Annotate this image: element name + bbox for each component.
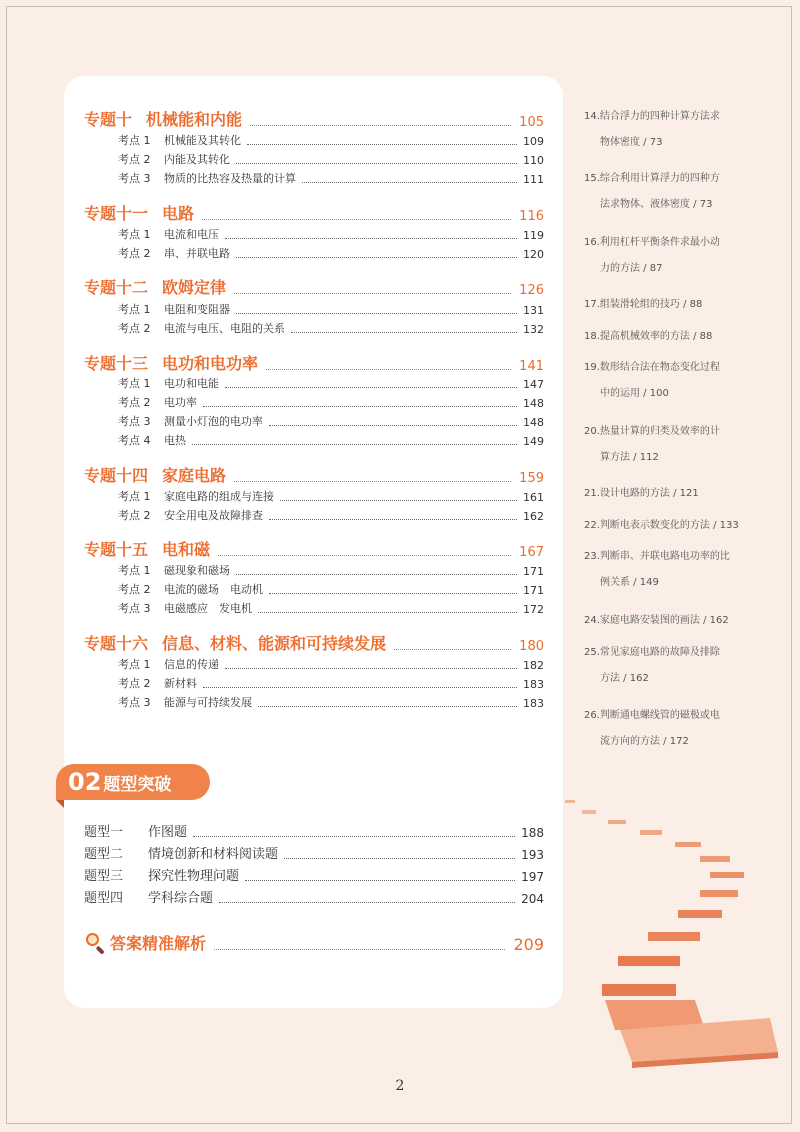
tip-item[interactable]: [584, 550, 744, 590]
point-page: 132: [523, 323, 544, 336]
topic-number: 专题十五: [84, 540, 149, 559]
tip-line: 25.常见家庭电路的故障及排除: [584, 647, 720, 658]
topic-number: 专题十三: [84, 354, 149, 373]
leader-dots: [266, 368, 511, 370]
question-type-label: 题型一: [84, 825, 124, 840]
topic-number: 专题十: [84, 110, 133, 129]
leader-dots: [302, 181, 517, 183]
point-page: 119: [523, 229, 544, 242]
point-label: 考点 2: [118, 247, 151, 260]
point-page: 148: [523, 416, 544, 429]
topic-page: 141: [519, 359, 544, 374]
toc-point[interactable]: [118, 507, 544, 523]
point-page: 183: [523, 678, 544, 691]
leader-dots: [234, 292, 511, 294]
tip-line: 19.数形结合法在物态变化过程: [584, 362, 720, 373]
magnifier-icon: [84, 932, 106, 954]
topic-name: 电功和电功率: [162, 354, 259, 373]
tip-line: 26.判断通电螺线管的磁极或电: [584, 710, 720, 721]
question-type-row[interactable]: [84, 822, 544, 840]
toc-point[interactable]: [118, 394, 544, 410]
topic-name: 机械能和内能: [146, 110, 243, 129]
topic-number: 专题十六: [84, 634, 149, 653]
topic-page: 126: [519, 283, 544, 298]
leader-dots: [394, 648, 511, 650]
leader-dots: [250, 124, 511, 126]
point-title: 电阻和变阻器: [164, 303, 230, 316]
toc-point[interactable]: [118, 581, 544, 597]
tip-item[interactable]: [584, 487, 744, 501]
topic-heading[interactable]: [84, 276, 544, 298]
point-label: 考点 1: [118, 564, 151, 577]
leader-dots: [236, 162, 517, 164]
point-label: 考点 2: [118, 509, 151, 522]
question-type-title: 作图题: [148, 825, 188, 840]
answer-title: 答案精准解析: [110, 934, 207, 953]
point-page: 172: [523, 603, 544, 616]
point-title: 家庭电路的组成与连接: [164, 490, 274, 503]
question-type-label: 题型三: [84, 869, 124, 884]
toc-card: [64, 76, 563, 1008]
topic-name: 电和磁: [162, 540, 211, 559]
leader-dots: [291, 331, 517, 333]
leader-dots: [236, 573, 517, 575]
tip-item[interactable]: [584, 519, 744, 533]
tip-item[interactable]: [584, 425, 744, 465]
point-label: 考点 2: [118, 677, 151, 690]
tip-line: 例关系 / 149: [600, 577, 659, 588]
point-title: 测量小灯泡的电功率: [164, 415, 263, 428]
leader-dots: [225, 237, 517, 239]
point-label: 考点 4: [118, 434, 151, 447]
topic-number: 专题十一: [84, 204, 149, 223]
tip-item[interactable]: [584, 110, 744, 150]
question-type-label: 题型四: [84, 891, 124, 906]
topic-name: 电路: [162, 204, 195, 223]
topic-page: 180: [519, 639, 544, 654]
toc-point[interactable]: [118, 151, 544, 167]
answer-page: 209: [513, 935, 544, 954]
leader-dots: [219, 901, 515, 903]
point-label: 考点 1: [118, 377, 151, 390]
tip-line: 18.提高机械效率的方法 / 88: [584, 331, 713, 342]
topic-number: 专题十四: [84, 466, 149, 485]
question-type-row[interactable]: [84, 844, 544, 862]
toc-point[interactable]: [118, 245, 544, 261]
leader-dots: [284, 857, 515, 859]
section-number: 02: [68, 768, 102, 796]
tip-line: 23.判断串、并联电路电功率的比: [584, 551, 730, 562]
tip-line: 21.设计电路的方法 / 121: [584, 488, 699, 499]
topic-heading[interactable]: [84, 632, 544, 654]
question-type-label: 题型二: [84, 847, 124, 862]
leader-dots: [225, 386, 517, 388]
leader-dots: [269, 424, 517, 426]
point-title: 能源与可持续发展: [164, 696, 252, 709]
leader-dots: [258, 705, 517, 707]
tip-line: 中的运用 / 100: [600, 388, 669, 399]
tip-line: 15.综合利用计算浮力的四种方: [584, 173, 720, 184]
point-page: 182: [523, 659, 544, 672]
toc-point[interactable]: [118, 656, 544, 672]
toc-point[interactable]: [118, 600, 544, 616]
toc-point[interactable]: [118, 170, 544, 186]
point-title: 安全用电及故障排查: [164, 509, 263, 522]
toc-point[interactable]: [118, 562, 544, 578]
tip-line: 22.判断电表示数变化的方法 / 133: [584, 520, 739, 531]
question-type-title: 学科综合题: [148, 891, 214, 906]
point-page: 148: [523, 397, 544, 410]
tip-item[interactable]: [584, 361, 744, 401]
page-number: 2: [395, 1078, 405, 1094]
point-title: 内能及其转化: [164, 153, 230, 166]
leader-dots: [192, 443, 517, 445]
topic-heading[interactable]: [84, 538, 544, 560]
leader-dots: [280, 499, 517, 501]
point-page: 110: [523, 154, 544, 167]
tip-item[interactable]: [584, 330, 744, 344]
tip-line: 17.组装滑轮组的技巧 / 88: [584, 299, 703, 310]
point-label: 考点 2: [118, 153, 151, 166]
point-title: 磁现象和磁场: [164, 564, 230, 577]
point-page: 149: [523, 435, 544, 448]
toc-point[interactable]: [118, 675, 544, 691]
point-title: 电流的磁场 电动机: [164, 583, 263, 596]
point-title: 电功和电能: [164, 377, 219, 390]
tip-line: 14.结合浮力的四种计算方法求: [584, 111, 720, 122]
tip-item[interactable]: [584, 172, 744, 212]
point-label: 考点 1: [118, 134, 151, 147]
topic-heading[interactable]: [84, 352, 544, 374]
point-page: 111: [523, 173, 544, 186]
tip-item[interactable]: [584, 614, 744, 628]
tip-line: 方法 / 162: [600, 673, 649, 684]
topic-page: 167: [519, 545, 544, 560]
leader-dots: [203, 686, 517, 688]
point-page: 161: [523, 491, 544, 504]
point-page: 171: [523, 565, 544, 578]
topic-page: 116: [519, 209, 544, 224]
topic-name: 欧姆定律: [162, 278, 227, 297]
toc-point[interactable]: [118, 694, 544, 710]
answer-section[interactable]: [84, 928, 544, 954]
topic-heading[interactable]: [84, 108, 544, 130]
point-label: 考点 3: [118, 172, 151, 185]
toc-point[interactable]: [118, 432, 544, 448]
banner-fold: [56, 800, 64, 808]
tip-line: 物体密度 / 73: [600, 137, 663, 148]
toc-point[interactable]: [118, 132, 544, 148]
tip-line: 20.热量计算的归类及效率的计: [584, 426, 720, 437]
question-type-title: 情境创新和材料阅读题: [148, 847, 279, 862]
tip-item[interactable]: [584, 298, 744, 312]
point-page: 183: [523, 697, 544, 710]
toc-point[interactable]: [118, 226, 544, 242]
leader-dots: [236, 256, 517, 258]
topic-page: 105: [519, 115, 544, 130]
topic-name: 信息、材料、能源和可持续发展: [162, 634, 387, 653]
topic-name: 家庭电路: [162, 466, 227, 485]
question-type-title: 探究性物理问题: [148, 869, 240, 884]
toc-point[interactable]: [118, 301, 544, 317]
topic-heading[interactable]: [84, 464, 544, 486]
point-page: 171: [523, 584, 544, 597]
tip-line: 算方法 / 112: [600, 452, 659, 463]
tip-item[interactable]: [584, 646, 744, 686]
point-page: 120: [523, 248, 544, 261]
point-label: 考点 1: [118, 303, 151, 316]
point-label: 考点 3: [118, 696, 151, 709]
toc-point[interactable]: [118, 375, 544, 391]
point-page: 131: [523, 304, 544, 317]
topic-heading[interactable]: [84, 202, 544, 224]
toc-point[interactable]: [118, 488, 544, 504]
toc-point[interactable]: [118, 320, 544, 336]
point-label: 考点 3: [118, 415, 151, 428]
question-type-page: 204: [521, 892, 544, 906]
point-title: 串、并联电路: [164, 247, 230, 260]
point-label: 考点 1: [118, 658, 151, 671]
point-label: 考点 2: [118, 583, 151, 596]
point-label: 考点 3: [118, 602, 151, 615]
leader-dots: [225, 667, 517, 669]
tip-line: 24.家庭电路安装图的画法 / 162: [584, 615, 729, 626]
question-type-page: 193: [521, 848, 544, 862]
point-label: 考点 2: [118, 396, 151, 409]
point-page: 162: [523, 510, 544, 523]
toc-point[interactable]: [118, 413, 544, 429]
point-title: 物质的比热容及热量的计算: [164, 172, 296, 185]
tip-line: 流方向的方法 / 172: [600, 736, 689, 747]
topic-number: 专题十二: [84, 278, 149, 297]
tip-line: 法求物体、液体密度 / 73: [600, 199, 713, 210]
point-label: 考点 1: [118, 228, 151, 241]
tip-item[interactable]: [584, 236, 744, 276]
question-type-row[interactable]: [84, 866, 544, 884]
point-title: 电磁感应 发电机: [164, 602, 252, 615]
leader-dots: [214, 948, 505, 950]
leader-dots: [269, 518, 517, 520]
point-title: 机械能及其转化: [164, 134, 241, 147]
leader-dots: [236, 312, 517, 314]
point-title: 电流与电压、电阻的关系: [164, 322, 285, 335]
tip-item[interactable]: [584, 709, 744, 749]
leader-dots: [247, 143, 517, 145]
topic-page: 159: [519, 471, 544, 486]
leader-dots: [193, 835, 515, 837]
question-type-page: 197: [521, 870, 544, 884]
leader-dots: [269, 592, 517, 594]
leader-dots: [202, 218, 511, 220]
point-label: 考点 1: [118, 490, 151, 503]
point-title: 电功率: [164, 396, 197, 409]
leader-dots: [258, 611, 517, 613]
question-type-page: 188: [521, 826, 544, 840]
tip-line: 16.利用杠杆平衡条件求最小动: [584, 237, 720, 248]
point-page: 147: [523, 378, 544, 391]
leader-dots: [234, 480, 511, 482]
leader-dots: [218, 554, 511, 556]
point-label: 考点 2: [118, 322, 151, 335]
tip-line: 力的方法 / 87: [600, 263, 663, 274]
leader-dots: [245, 879, 515, 881]
question-type-row[interactable]: [84, 888, 544, 906]
point-title: 新材料: [164, 677, 197, 690]
section-title: 题型突破: [103, 774, 172, 795]
staircase-decoration: [560, 790, 790, 1070]
point-title: 电热: [164, 434, 186, 447]
section-banner: [56, 764, 210, 800]
point-title: 电流和电压: [164, 228, 219, 241]
leader-dots: [203, 405, 517, 407]
point-title: 信息的传递: [164, 658, 219, 671]
point-page: 109: [523, 135, 544, 148]
